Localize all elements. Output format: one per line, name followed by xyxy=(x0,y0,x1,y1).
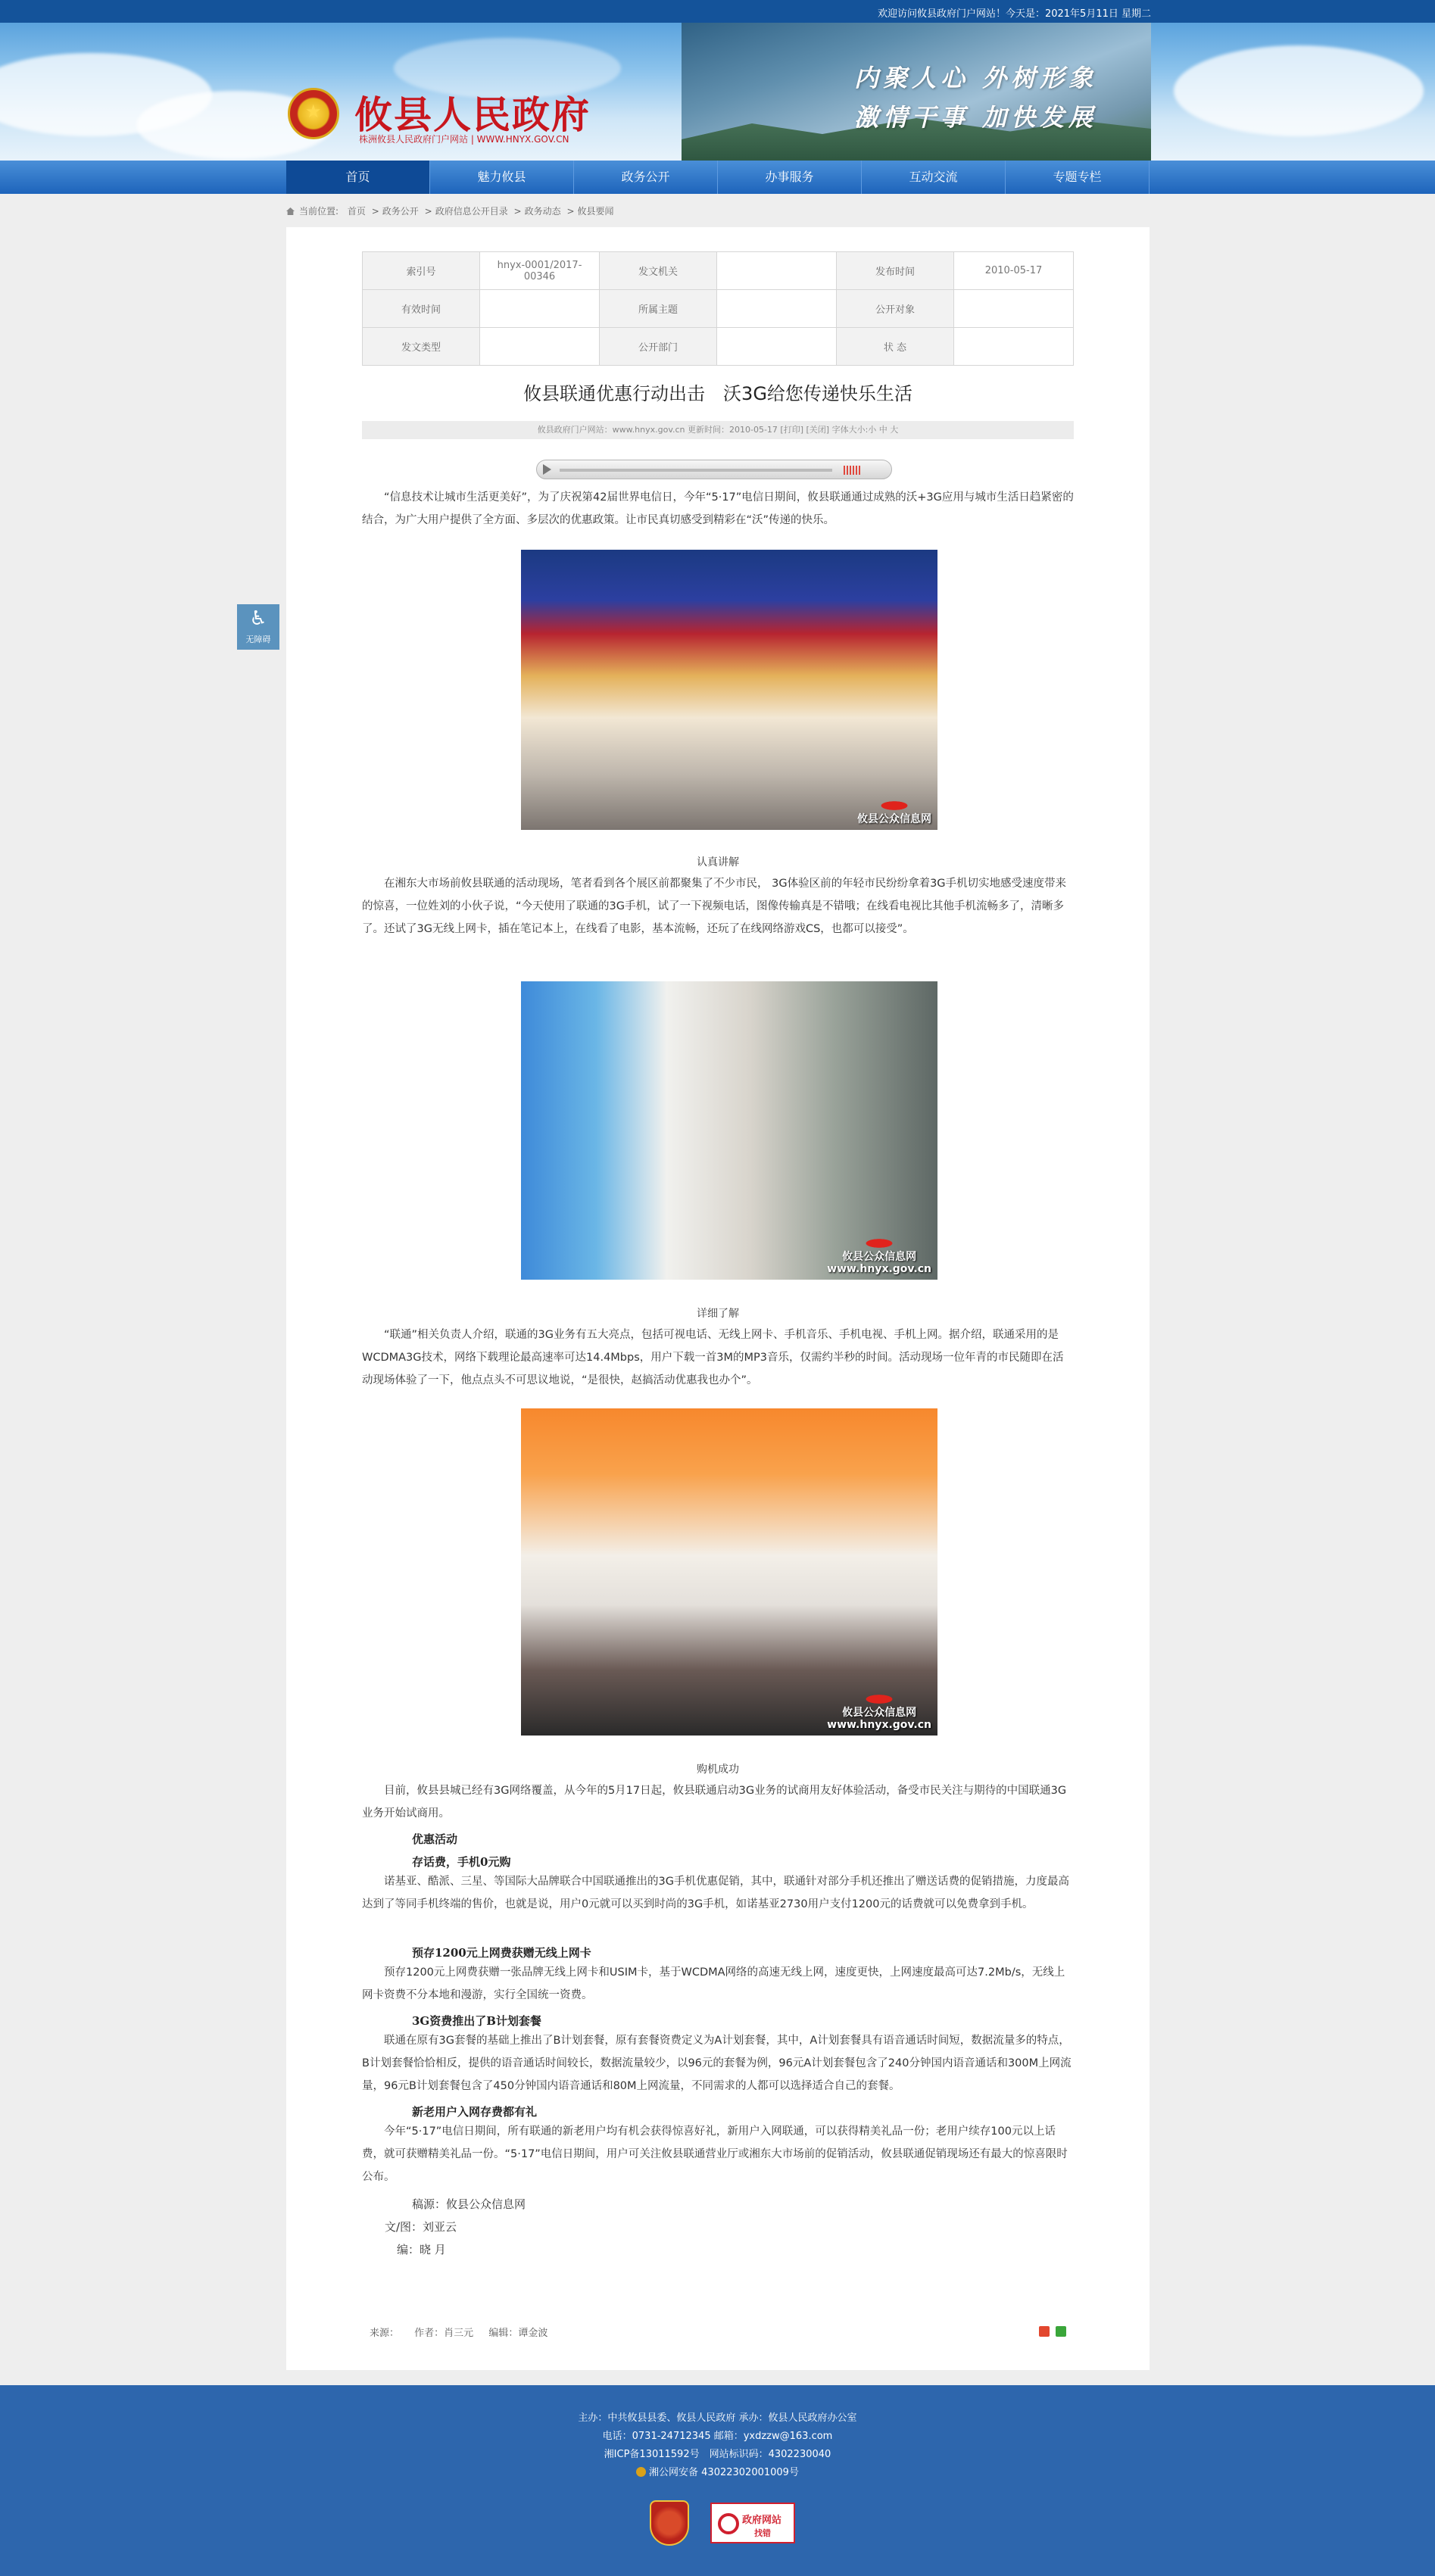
nav-charm[interactable]: 魅力攸县 xyxy=(430,161,574,194)
paragraph-2: 在湘东大市场前攸县联通的活动现场，笔者看到各个展区前都聚集了不少市民， 3G体验区前的年轻市民纷纷拿着3G手机切实地感受速度带来的惊喜，一位姓刘的小伙子说，“今天使用了联通的3G手机，试了一下视频电话，图像传输真是不错哦；在线看电视比其他手机流畅多了，清晰多了。还试了3G无线上网卡，插在笔记本上，在线看了电影，基本流畅，还玩了在线网络游戏CS，也都可以接受”。 xyxy=(362,878,1067,935)
article-info-bar: 攸县政府门户网站：www.hnyx.gov.cn 更新时间：2010-05-17 [打印] [关闭] 字体大小:小 中 大 xyxy=(362,421,1074,439)
breadcrumb-catalog[interactable]: 政府信息公开目录 xyxy=(435,206,508,217)
subheading-plan-b: 3G资费推出了B计划套餐 xyxy=(412,2014,541,2028)
share-weibo-icon[interactable] xyxy=(1039,2326,1050,2337)
article-title: 攸县联通优惠行动出击 沃3G给您传递快乐生活 xyxy=(523,383,912,404)
document-meta-table: 索引号 hnyx-0001/2017-00346 发文机关 发布时间 2010-05-17 有效时间 所属主题 公开对象 发文类型 公开部门 状 态 xyxy=(362,251,1074,366)
author-line: 文/图：刘亚云 xyxy=(385,2220,457,2234)
paragraph-1: “信息技术让城市生活更美好”，为了庆祝第42届世界电信日，今年“5·17”电信日期间，攸县联通通过成熟的沃+3G应用与城市生活日趋紧密的结合，为广大用户提供了全方面、多层次的优惠政策。让市民真切感受到精彩在“沃”传递的快乐。 xyxy=(362,491,1074,526)
nav-topics[interactable]: 专题专栏 xyxy=(1006,161,1150,194)
subheading-promo: 优惠活动 xyxy=(412,1832,458,1846)
footer-contact: 电话：0731-24712345 邮箱：yxdzzw@163.com xyxy=(602,2431,833,2442)
footer-sponsor: 主办：中共攸县县委、攸县人民政府 承办：攸县人民政府办公室 xyxy=(578,2412,857,2424)
index-number: hnyx-0001/2017-00346 xyxy=(480,252,600,290)
breadcrumb-home[interactable]: 首页 xyxy=(347,206,366,217)
subheading-wireless-card: 预存1200元上网费获赠无线上网卡 xyxy=(412,1946,591,1960)
top-bar xyxy=(0,0,1435,23)
footer-police-record: 湘公网安备 43022302001009号 xyxy=(0,2464,1435,2478)
article-footer-meta xyxy=(370,2325,560,2339)
source-label: 来源： xyxy=(370,2328,400,2339)
nav-gov-affairs[interactable]: 政务公开 xyxy=(574,161,718,194)
nav-home[interactable]: 首页 xyxy=(286,161,430,194)
nav-services[interactable]: 办事服务 xyxy=(718,161,862,194)
paragraph-6: 预存1200元上网费获赠一张品牌无线上网卡和USIM卡，基于WCDMA网络的高速无线上网，速度更快，上网速度最高可达7.2Mb/s，无线上网卡资费不分本地和漫游，实行全国统一资费。 xyxy=(362,1966,1065,2001)
breadcrumb: 当前位置: 首页 > 政务公开 > 政府信息公开目录 > 政务动态 > 攸县要闻 xyxy=(286,204,614,217)
site-footer xyxy=(0,2385,1435,2576)
slogan-line-2: 激情干事 加快发展 xyxy=(854,103,1098,132)
volume-icon[interactable] xyxy=(844,466,862,475)
site-subtitle: 株洲攸县人民政府门户网站 | WWW.HNYX.GOV.CN xyxy=(359,134,569,145)
audio-player[interactable] xyxy=(536,460,892,479)
welcome-text: 欢迎访问攸县政府门户网站！今天是：2021年5月11日 星期二 xyxy=(877,8,1151,20)
watermark: 攸县公众信息网 xyxy=(857,798,931,825)
photo-purchase xyxy=(521,1408,937,1736)
article-panel xyxy=(286,227,1150,2370)
author-label: 作者：肖三元 xyxy=(414,2328,474,2339)
footer-icp: 湘ICP备13011592号 网站标识码：4302230040 xyxy=(604,2449,831,2460)
watermark: 攸县公众信息网 www.hnyx.gov.cn xyxy=(827,1692,931,1731)
paragraph-5: 诺基亚、酷派、三星、等国际大品牌联合中国联通推出的3G手机优惠促销，其中，联通针对部分手机还推出了赠送话费的促销措施，力度最高达到了等同手机终端的售价，也就是说，用户0元就可以买到时尚的3G手机，如诺基亚2730用户支付1200元的话费就可以免费拿到手机。 xyxy=(362,1876,1069,1910)
breadcrumb-news[interactable]: 政务动态 xyxy=(524,206,561,217)
play-icon[interactable] xyxy=(543,464,551,475)
source-line: 稿源：攸县公众信息网 xyxy=(412,2197,526,2211)
caption-1: 认真讲解 xyxy=(697,856,739,869)
magnifier-icon xyxy=(718,2513,739,2534)
watermark: 攸县公众信息网 www.hnyx.gov.cn xyxy=(827,1236,931,1275)
paragraph-4: 目前，攸县县城已经有3G网络覆盖，从今年的5月17日起，攸县联通启动3G业务的试商用友好体验活动，备受市民关注与期待的中国联通3G业务开始试商用。 xyxy=(362,1785,1067,1820)
gov-website-error-report-button[interactable]: 政府网站 找错 xyxy=(710,2503,795,2543)
site-title: 攸县人民政府 xyxy=(354,92,591,137)
breadcrumb-gov-affairs[interactable]: 政务公开 xyxy=(382,206,419,217)
editor-line: 编：晓 月 xyxy=(397,2243,446,2256)
subheading-gifts: 新老用户入网存费都有礼 xyxy=(412,2105,538,2119)
header-banner xyxy=(0,23,1435,161)
share-wechat-icon[interactable] xyxy=(1056,2326,1066,2337)
audio-progress-track[interactable] xyxy=(560,469,832,472)
paragraph-8: 今年“5·17”电信日期间，所有联通的新老用户均有机会获得惊喜好礼，新用户入网联通，可以获得精美礼品一份；老用户续存100元以上话费，就可获赠精美礼品一份。“5·17”电信日期间，用户可关注攸县联通营业厅或湘东大市场前的促销活动，攸县联通促销现场还有最大的惊喜限时公布。 xyxy=(362,2125,1068,2183)
wheelchair-icon: ♿ xyxy=(249,607,267,630)
accessibility-button[interactable]: ♿ 无障碍 xyxy=(237,604,279,650)
photo-explaining xyxy=(521,550,937,830)
paragraph-7: 联通在原有3G套餐的基础上推出了B计划套餐，原有套餐资费定义为A计划套餐，其中，A计划套餐具有语音通话时间短，数据流量多的特点，B计划套餐恰恰相反，提供的语音通话时间较长，数据流量较少，以96元的套餐为例，96元A计划套餐包含了240分钟国内语音通话和300M上网流量，96元B计划套餐包含了450分钟国内语音通话和80M上网流量，不同需求的人都可以选择适合自己的套餐。 xyxy=(362,2035,1072,2092)
publish-date: 2010-05-17 xyxy=(954,252,1074,290)
photo-learning xyxy=(521,981,937,1280)
slogan-line-1: 内聚人心 外树形象 xyxy=(854,64,1098,92)
paragraph-3: “联通”相关负责人介绍，联通的3G业务有五大亮点，包括可视电话、无线上网卡、手机音乐、手机电视、手机上网。据介绍，联通采用的是WCDMA3G技术，网络下载理论最高速率可达14.4Mbps，用户下载一首3M的MP3音乐，仅需约半秒的时间。活动现场一位年青的市民随即在活动现场体验了一下，他点点头不可思议地说，“是很快，赵搞活动优惠我也办个”。 xyxy=(362,1329,1064,1386)
editor-label: 编辑：谭金波 xyxy=(488,2328,548,2339)
main-nav xyxy=(0,161,1435,194)
home-icon xyxy=(286,207,295,215)
subheading-free-phone: 存话费，手机0元购 xyxy=(412,1855,511,1869)
nav-interaction[interactable]: 互动交流 xyxy=(862,161,1006,194)
national-emblem-icon xyxy=(288,88,339,139)
breadcrumb-current[interactable]: 攸县要闻 xyxy=(577,206,614,217)
caption-3: 购机成功 xyxy=(697,1764,739,1776)
party-gov-badge-icon[interactable] xyxy=(650,2500,689,2546)
police-badge-icon xyxy=(636,2467,646,2477)
caption-2: 详细了解 xyxy=(697,1308,739,1320)
